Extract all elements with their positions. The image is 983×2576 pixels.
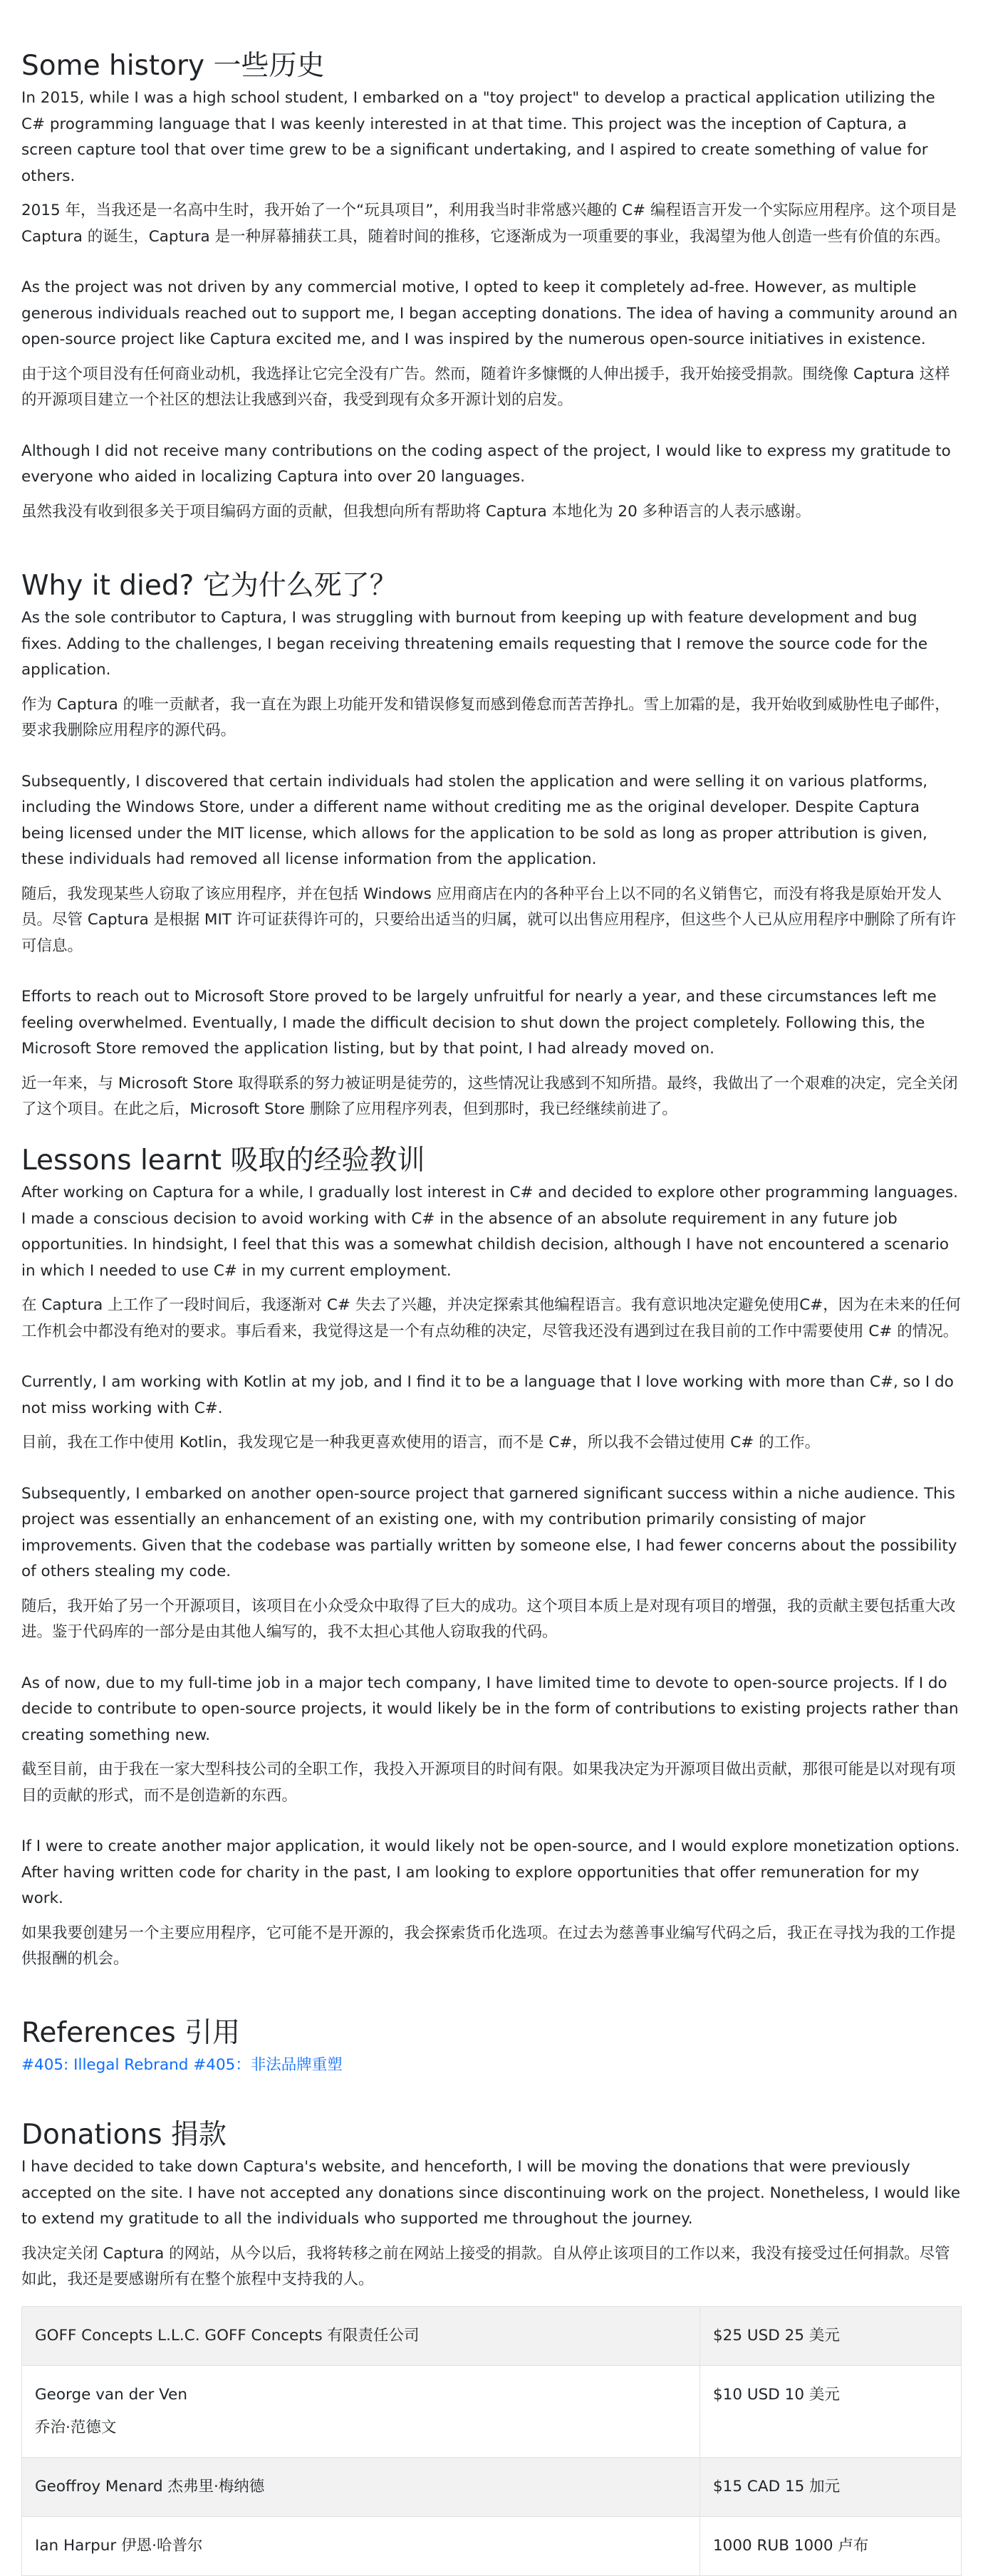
lessons-paragraph-2: [21, 1370, 962, 1456]
history-heading: Some history 一些历史: [21, 50, 325, 82]
table-row: [22, 2457, 962, 2516]
why-section: [21, 568, 962, 1148]
paragraph-zh: 近一年来，与 Microsoft Store 取得联系的努力被证明是徒劳的，这些情况让我感到不知所措。最终，我做出了一个艰难的决定，完全关闭了这个项目。在此之后，Microsoft Store 删除了应用程序列表，但到那时，我已经继续前进了。: [21, 1074, 958, 1118]
paragraph-en: Subsequently, I embarked on another open-source project that garnered significant success within a niche audience. This project was essentially an enhancement of an existing one, with my contribution primarily consisting of major improvements. Given that the codebase was partially written by someone else, I had fewer concerns about the possibility of others stealing my code.: [21, 1484, 957, 1580]
donation-amount: $15 CAD 15 加元: [700, 2457, 962, 2516]
donations-heading: Donations 捐款: [21, 2119, 227, 2151]
paragraph-en: Subsequently, I discovered that certain individuals had stolen the application and were selling it on various platforms, including the Windows Store, under a different name without crediting me as the original developer. Despite Captura being licensed under the MIT license, which allows for the application to be sold as long as proper attribution is given, these individuals had removed all license information from the application.: [21, 772, 928, 868]
paragraph-zh: 如果我要创建另一个主要应用程序，它可能不是开源的，我会探索货币化选项。在过去为慈善事业编写代码之后，我正在寻找为我的工作提供报酬的机会。: [21, 1924, 956, 1968]
paragraph-zh: 虽然我没有收到很多关于项目编码方面的贡献，但我想向所有帮助将 Captura 本地化为 20 多种语言的人表示感谢。: [21, 502, 811, 521]
donor-name-text: GOFF Concepts L.L.C. GOFF Concepts 有限责任公司: [35, 2326, 420, 2345]
paragraph-zh: 截至目前，由于我在一家大型科技公司的全职工作，我投入开源项目的时间有限。如果我决定为开源项目做出贡献，那很可能是以对现有项目的贡献的形式，而不是创造新的东西。: [21, 1761, 956, 1805]
why-paragraph-2: [21, 769, 962, 960]
donor-name: [22, 2306, 700, 2365]
lessons-paragraph-5: [21, 1834, 962, 1973]
paragraph-en: If I were to create another major application, it would likely not be open-source, and I would explore monetization options. After having written code for charity in the past, I am looking to explore opportunities that offer remuneration for my work.: [21, 1837, 960, 1907]
history-paragraph-2: [21, 275, 962, 414]
donations-table: [21, 2306, 962, 2576]
history-section: [21, 48, 962, 550]
donations-intro-zh: 我决定关闭 Captura 的网站，从今以后，我将转移之前在网站上接受的捐款。自从停止该项目的工作以来，我没有接受过任何捐款。尽管如此，我还是要感谢所有在整个旅程中支持我的人。: [21, 2244, 950, 2288]
donation-amount: $25 USD 25 美元: [700, 2306, 962, 2365]
paragraph-zh: 在 Captura 上工作了一段时间后，我逐渐对 C# 失去了兴趣，并决定探索其他编程语言。我有意识地决定避免使用C#，因为在未来的任何工作机会中都没有绝对的要求。事后看来，我觉得这是一个有点幼稚的决定，尽管我还没有遇到过在我目前的工作中需要使用 C# 的情况。: [21, 1296, 961, 1340]
lessons-paragraph-1: [21, 1180, 962, 1345]
donor-name-text: Geoffroy Menard 杰弗里·梅纳德: [35, 2477, 265, 2496]
paragraph-en: Efforts to reach out to Microsoft Store proved to be largely unfruitful for nearly a year, and these circumstances left me feeling overwhelmed. Eventually, I made the difficult decision to shut down the project completely. Following this, the Microsoft Store removed the application listing, but by that point, I had already moved on.: [21, 988, 937, 1058]
references-section: [21, 2016, 962, 2078]
donations-section: [21, 2117, 962, 2576]
paragraph-en: Although I did not receive many contributions on the coding aspect of the project, I would like to express my gratitude to everyone who aided in localizing Captura into over 20 languages.: [21, 442, 951, 486]
donor-name: [22, 2365, 700, 2457]
paragraph-en: As of now, due to my full-time job in a major tech company, I have limited time to devote to open-source projects. If I do decide to contribute to open-source projects, it would likely be in the form of contributions to existing projects rather than creating something new.: [21, 1674, 959, 1744]
paragraph-zh: 由于这个项目没有任何商业动机，我选择让它完全没有广告。然而，随着许多慷慨的人伸出援手，我开始接受捐款。围绕像 Captura 这样的开源项目建立一个社区的想法让我感到兴奋，我受到现有众多开源计划的启发。: [21, 365, 950, 409]
table-row: [22, 2365, 962, 2457]
lessons-paragraph-3: [21, 1481, 962, 1646]
paragraph-en: After working on Captura for a while, I gradually lost interest in C# and decided to explore other programming languages. I made a conscious decision to avoid working with C# in the absence of an absolute requirement in any future job opportunities. In hindsight, I feel that this was a somewhat childish decision, although I have not encountered a scenario in which I needed to use C# in my current employment.: [21, 1184, 958, 1280]
references-heading: References 引用: [21, 2017, 241, 2049]
paragraph-en: Currently, I am working with Kotlin at my job, and I find it to be a language that I love working with more than C#, so I do not miss working with C#.: [21, 1373, 954, 1417]
lessons-section: [21, 1143, 962, 1998]
donor-name-text: Ian Harpur 伊恩·哈普尔: [35, 2536, 203, 2555]
lessons-heading: Lessons learnt 吸取的经验教训: [21, 1144, 425, 1177]
paragraph-zh: 2015 年，当我还是一名高中生时，我开始了一个“玩具项目”，利用我当时非常感兴趣的 C# 编程语言开发一个实际应用程序。这个项目是 Captura 的诞生，Captura 是一种屏幕捕获工具，随着时间的推移，它逐渐成为一项重要的事业，我渴望为他人创造一些有价值的东西。: [21, 202, 957, 246]
issue-405-link[interactable]: #405: Illegal Rebrand #405：非法品牌重塑: [21, 2056, 343, 2074]
donations-intro-en: I have decided to take down Captura's website, and henceforth, I will be moving the donations that were previously accepted on the site. I have not accepted any donations since discontinuing work on the project. Nonetheless, I would like to extend my gratitude to all the individuals who supported me throughout the journey.: [21, 2158, 961, 2228]
paragraph-zh: 随后，我开始了另一个开源项目，该项目在小众受众中取得了巨大的成功。这个项目本质上是对现有项目的增强，我的贡献主要包括重大改进。鉴于代码库的一部分是由其他人编写的，我不太担心其他人窃取我的代码。: [21, 1597, 956, 1641]
lessons-paragraph-4: [21, 1671, 962, 1810]
paragraph-zh: 目前，我在工作中使用 Kotlin，我发现它是一种我更喜欢使用的语言，而不是 C#，所以我不会错过使用 C# 的工作。: [21, 1434, 821, 1451]
why-paragraph-3: [21, 984, 962, 1123]
why-heading: Why it died? 它为什么死了？: [21, 570, 397, 602]
donor-name-text: George van der Ven 乔治·范德文: [35, 2385, 188, 2436]
paragraph-en: As the project was not driven by any commercial motive, I opted to keep it completely ad-free. However, as multiple generous individuals reached out to support me, I began accepting donations. The idea of having a community around an open-source project like Captura excited me, and I was inspired by the numerous open-source initiatives in existence.: [21, 278, 958, 348]
donation-amount: 1000 RUB 1000 卢布: [700, 2516, 962, 2575]
why-paragraph-1: [21, 605, 962, 744]
donation-amount: $10 USD 10 美元: [700, 2365, 962, 2457]
history-paragraph-1: [21, 85, 962, 250]
donor-name: [22, 2457, 700, 2516]
paragraph-zh: 随后，我发现某些人窃取了该应用程序，并在包括 Windows 应用商店在内的各种平台上以不同的名义销售它，而没有将我是原始开发人员。尽管 Captura 是根据 MIT 许可证获得许可的，只要给出适当的归属，就可以出售应用程序，但这些个人已从应用程序中删除了所有许可信息。: [21, 885, 957, 955]
donor-name: [22, 2516, 700, 2575]
table-row: [22, 2306, 962, 2365]
paragraph-en: As the sole contributor to Captura, I was struggling with burnout from keeping up with feature development and bug fixes. Adding to the challenges, I began receiving threatening emails requesting that I remove the source code for the application.: [21, 609, 928, 679]
history-paragraph-3: [21, 439, 962, 526]
paragraph-en: In 2015, while I was a high school student, I embarked on a "toy project" to develop a practical application utilizing the C# programming language that I was keenly interested in at that time. This project was the inception of Captura, a screen capture tool that over time grew to be a significant undertaking, and I aspired to create something of value for others.: [21, 89, 935, 185]
table-row: [22, 2516, 962, 2575]
paragraph-zh: 作为 Captura 的唯一贡献者，我一直在为跟上功能开发和错误修复而感到倦怠而苦苦挣扎。雪上加霜的是，我开始收到威胁性电子邮件，要求我删除应用程序的源代码。: [21, 695, 950, 739]
